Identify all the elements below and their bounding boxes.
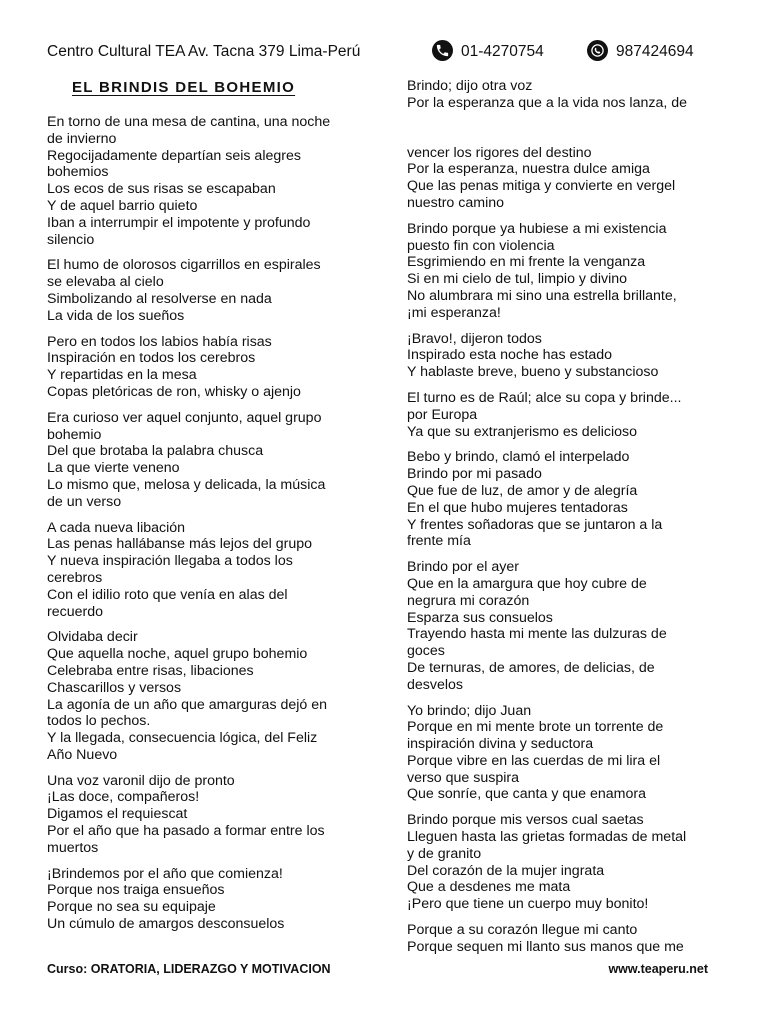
poem-line: La que vierte veneno bbox=[47, 460, 180, 477]
poem-line: Porque sequen mi llanto sus manos que me bbox=[407, 938, 684, 955]
poem-line: bohemios bbox=[47, 164, 109, 181]
stanza bbox=[407, 559, 722, 693]
poem-line: de un verso bbox=[47, 493, 122, 510]
poem-line: Olvidaba decir bbox=[47, 629, 138, 646]
poem-line: Lo mismo que, melosa y delicada, la música bbox=[47, 476, 326, 493]
whatsapp-number: 987424694 bbox=[616, 43, 694, 60]
poem-line: muertos bbox=[47, 839, 99, 856]
whatsapp-icon bbox=[587, 40, 608, 61]
poem-line: Ya que su extranjerismo es delicioso bbox=[407, 423, 638, 440]
poem-line: Esparza sus consuelos bbox=[407, 609, 553, 626]
poem-line: Simbolizando al resolverse en nada bbox=[47, 290, 272, 307]
poem-line: Iban a interrumpir el impotente y profundo bbox=[47, 214, 311, 231]
poem-line: Del que brotaba la palabra chusca bbox=[47, 443, 264, 460]
poem-line: Si en mi cielo de tul, limpio y divino bbox=[407, 271, 628, 288]
poem-line: de invierno bbox=[47, 130, 117, 147]
stanza bbox=[407, 331, 722, 381]
poem-line: Que las penas mitiga y convierte en vergel bbox=[407, 178, 676, 195]
poem-line: todos lo pechos. bbox=[47, 713, 151, 730]
poem-line: frente mía bbox=[407, 533, 471, 550]
course-name: Curso: ORATORIA, LIDERAZGO Y MOTIVACION bbox=[47, 962, 331, 976]
poem-left-column bbox=[47, 114, 365, 942]
stanza bbox=[407, 812, 722, 913]
phone-icon bbox=[432, 40, 453, 61]
poem-line: Porque nos traiga ensueños bbox=[47, 882, 225, 899]
poem-line: Lleguen hasta las grietas formadas de metal bbox=[407, 829, 687, 846]
poem-line: ¡Bravo!, dijeron todos bbox=[407, 330, 542, 347]
poem-line: Brindo; dijo otra voz bbox=[407, 78, 533, 94]
poem-line: Un cúmulo de amargos desconsuelos bbox=[47, 916, 285, 933]
poem-title: EL BRINDIS DEL BOHEMIO bbox=[72, 79, 296, 96]
poem-line: El turno es de Raúl; alce su copa y brinde... bbox=[407, 389, 682, 406]
stanza bbox=[47, 334, 365, 401]
poem-line: A cada nueva libación bbox=[47, 519, 186, 536]
poem-line: Yo brindo; dijo Juan bbox=[407, 702, 532, 719]
poem-line: Por la esperanza que a la vida nos lanza, de bbox=[407, 94, 687, 111]
poem-line: puesto fin con violencia bbox=[407, 237, 555, 254]
poem-line: Porque a su corazón llegue mi canto bbox=[407, 922, 638, 939]
website-link[interactable]: www.teaperu.net bbox=[608, 962, 708, 976]
poem-line: En torno de una mesa de cantina, una noche bbox=[47, 114, 331, 130]
stanza bbox=[47, 257, 365, 324]
poem-line: El humo de olorosos cigarrillos en espirales bbox=[47, 257, 321, 274]
poem-line: y de granito bbox=[407, 845, 482, 862]
poem-right-column bbox=[407, 78, 722, 965]
poem-line: bohemio bbox=[47, 426, 102, 443]
whatsapp-contact bbox=[587, 40, 694, 64]
poem-line: De ternuras, de amores, de delicias, de bbox=[407, 659, 655, 676]
poem-line: Que fue de luz, de amor y de alegría bbox=[407, 482, 638, 499]
stanza bbox=[407, 449, 722, 550]
poem-line: goces bbox=[407, 643, 445, 660]
poem-line: Inspiración en todos los cerebros bbox=[47, 350, 256, 367]
poem-line: recuerdo bbox=[47, 603, 103, 620]
poem-line: cerebros bbox=[47, 569, 103, 586]
poem-line: Y repartidas en la mesa bbox=[47, 367, 197, 384]
poem-line: inspiración divina y seductora bbox=[407, 736, 594, 753]
poem-line: nuestro camino bbox=[407, 194, 504, 211]
stanza bbox=[407, 922, 722, 956]
poem-line: Celebraba entre risas, libaciones bbox=[47, 662, 254, 679]
poem-line: Y de aquel barrio quieto bbox=[47, 197, 198, 214]
stanza bbox=[47, 114, 365, 248]
stanza bbox=[47, 773, 365, 857]
stanza bbox=[407, 221, 722, 322]
poem-line: ¡Pero que tiene un cuerpo muy bonito! bbox=[407, 896, 649, 913]
stanza bbox=[47, 866, 365, 933]
poem-line: La vida de los sueños bbox=[47, 307, 185, 324]
stanza bbox=[47, 629, 365, 763]
poem-line: Bebo y brindo, clamó el interpelado bbox=[407, 449, 630, 466]
poem-line: Esgrimiendo en mi frente la venganza bbox=[407, 254, 646, 271]
stanza bbox=[47, 410, 365, 511]
poem-line: La agonía de un año que amarguras dejó en bbox=[47, 696, 328, 713]
poem-line: ¡Las doce, compañeros! bbox=[47, 789, 200, 806]
poem-line: Brindo por el ayer bbox=[407, 559, 519, 576]
phone-number: 01-4270754 bbox=[461, 43, 544, 60]
poem-line: Chascarillos y versos bbox=[47, 679, 182, 696]
poem-line: Que sonríe, que canta y que enamora bbox=[407, 786, 646, 803]
poem-line: Los ecos de sus risas se escapaban bbox=[47, 181, 276, 198]
stanza bbox=[407, 390, 722, 440]
poem-line: vencer los rigores del destino bbox=[407, 144, 592, 161]
poem-line: Pero en todos los labios había risas bbox=[47, 333, 272, 350]
stanza bbox=[47, 520, 365, 621]
poem-line: Porque en mi mente brote un torrente de bbox=[407, 719, 664, 736]
poem-line: verso que suspira bbox=[407, 769, 519, 786]
stanza bbox=[407, 703, 722, 804]
poem-line: Año Nuevo bbox=[47, 746, 118, 763]
poem-line: Y nueva inspiración llegaba a todos los bbox=[47, 553, 293, 570]
poem-line: Y hablaste breve, bueno y substancioso bbox=[407, 364, 659, 381]
poem-line: ¡Brindemos por el año que comienza! bbox=[47, 865, 283, 882]
poem-line: desvelos bbox=[407, 676, 463, 693]
organization-address: Centro Cultural TEA Av. Tacna 379 Lima-Perú bbox=[47, 43, 361, 60]
poem-line: Digamos el requiescat bbox=[47, 806, 188, 823]
poem-line: Copas pletóricas de ron, whisky o ajenjo bbox=[47, 383, 301, 400]
poem-line: Por la esperanza, nuestra dulce amiga bbox=[407, 161, 650, 178]
poem-line: Era curioso ver aquel conjunto, aquel grupo bbox=[47, 409, 322, 426]
poem-line: Brindo por mi pasado bbox=[407, 466, 542, 483]
poem-line: Que en la amargura que hoy cubre de bbox=[407, 575, 647, 592]
poem-line: negrura mi corazón bbox=[407, 592, 530, 609]
poem-line: Y frentes soñadoras que se juntaron a la bbox=[407, 516, 663, 533]
poem-line: Con el idilio roto que venía en alas del bbox=[47, 586, 288, 603]
poem-line: Del corazón de la mujer ingrata bbox=[407, 862, 605, 879]
poem-line: Una voz varonil dijo de pronto bbox=[47, 772, 235, 789]
poem-line: ¡mi esperanza! bbox=[407, 304, 501, 321]
poem-line: Trayendo hasta mi mente las dulzuras de bbox=[407, 626, 667, 643]
poem-line: Que aquella noche, aquel grupo bohemio bbox=[47, 646, 308, 663]
poem-line: silencio bbox=[47, 231, 95, 248]
poem-line: Brindo porque mis versos cual saetas bbox=[407, 812, 644, 829]
poem-line: No alumbrara mi sino una estrella brillante, bbox=[407, 287, 677, 304]
poem-line: Inspirado esta noche has estado bbox=[407, 347, 613, 364]
poem-line: Por el año que ha pasado a formar entre los bbox=[47, 823, 325, 840]
poem-line: En el que hubo mujeres tentadoras bbox=[407, 499, 628, 516]
poem-line: Y la llegada, consecuencia lógica, del Feliz bbox=[47, 730, 318, 747]
poem-line: Las penas hallábanse más lejos del grupo bbox=[47, 536, 313, 553]
poem-line: Porque vibre en las cuerdas de mi lira el bbox=[407, 752, 661, 769]
poem-line: Regocijadamente departían seis alegres bbox=[47, 147, 301, 164]
stanza bbox=[407, 78, 722, 112]
stanza bbox=[407, 145, 722, 212]
poem-line: Que a desdenes me mata bbox=[407, 879, 571, 896]
poem-line: se elevaba al cielo bbox=[47, 274, 164, 291]
poem-line: Brindo porque ya hubiese a mi existencia bbox=[407, 220, 667, 237]
phone-contact bbox=[432, 40, 544, 64]
poem-line: Porque no sea su equipaje bbox=[47, 899, 216, 916]
poem-line: por Europa bbox=[407, 406, 478, 423]
page-header bbox=[47, 40, 717, 64]
